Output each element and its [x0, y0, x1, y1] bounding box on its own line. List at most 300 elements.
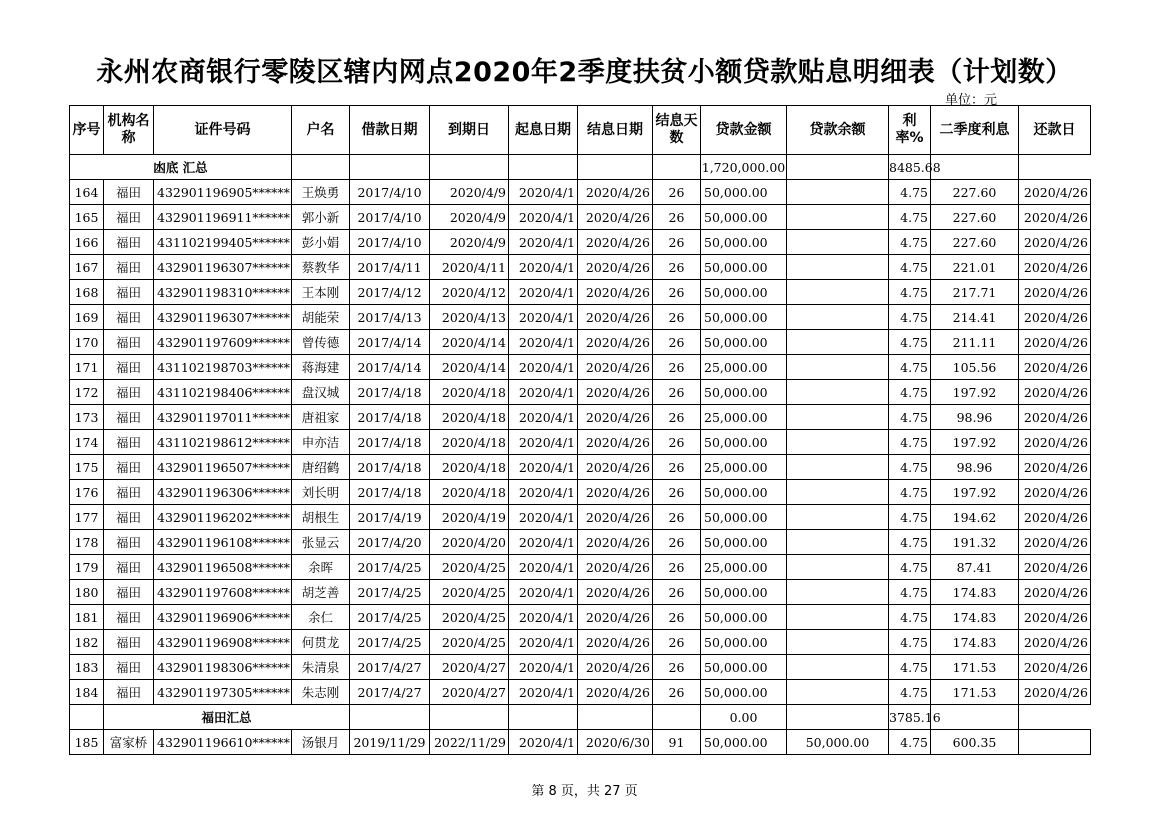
row-number: 169 — [70, 305, 104, 330]
customer-name: 唐绍鹤 — [292, 455, 350, 480]
row-number: 182 — [70, 630, 104, 655]
id-number: 432901196507****** — [154, 455, 292, 480]
repay-date: 2020/4/26 — [1019, 255, 1091, 280]
header-row — [70, 106, 1091, 155]
quarter-interest: 227.60 — [931, 205, 1019, 230]
due-date: 2020/4/27 — [430, 655, 509, 680]
interest-start-date: 2020/4/1 — [509, 380, 578, 405]
table-cell — [787, 705, 889, 730]
interest-end-date: 2020/4/26 — [578, 480, 653, 505]
interest-rate: 4.75 — [889, 305, 931, 330]
customer-name: 张显云 — [292, 530, 350, 555]
table-row — [70, 230, 1091, 255]
org-name: 福田 — [104, 205, 154, 230]
interest-days: 26 — [653, 255, 701, 280]
customer-name: 朱志刚 — [292, 680, 350, 705]
loan-date: 2017/4/25 — [350, 580, 430, 605]
interest-rate: 4.75 — [889, 205, 931, 230]
quarter-interest: 197.92 — [931, 430, 1019, 455]
interest-start-date: 2020/4/1 — [509, 730, 578, 755]
table-cell — [509, 155, 578, 180]
interest-start-date: 2020/4/1 — [509, 280, 578, 305]
row-number: 175 — [70, 455, 104, 480]
column-header: 贷款余额 — [787, 106, 889, 155]
table-cell — [350, 705, 430, 730]
interest-start-date: 2020/4/1 — [509, 430, 578, 455]
row-number: 180 — [70, 580, 104, 605]
row-number: 176 — [70, 480, 104, 505]
table-row — [70, 730, 1091, 755]
org-name: 福田 — [104, 580, 154, 605]
unit-label: 单位：元 — [945, 93, 998, 108]
column-header: 序号 — [70, 106, 104, 155]
customer-name: 郭小新 — [292, 205, 350, 230]
repay-date: 2020/4/26 — [1019, 305, 1091, 330]
customer-name: 余晖 — [292, 555, 350, 580]
row-number: 171 — [70, 355, 104, 380]
interest-end-date: 2020/4/26 — [578, 230, 653, 255]
table-cell — [931, 155, 1019, 180]
loan-balance — [787, 255, 889, 280]
interest-days: 26 — [653, 455, 701, 480]
loan-date: 2017/4/25 — [350, 630, 430, 655]
repay-date: 2020/4/26 — [1019, 605, 1091, 630]
interest-end-date: 2020/4/26 — [578, 205, 653, 230]
org-name: 福田 — [104, 555, 154, 580]
repay-date: 2020/4/26 — [1019, 530, 1091, 555]
id-number: 432901196906****** — [154, 605, 292, 630]
loan-balance — [787, 480, 889, 505]
quarter-interest: 197.92 — [931, 380, 1019, 405]
org-name: 福田 — [104, 305, 154, 330]
loan-amount: 50,000.00 — [701, 205, 787, 230]
interest-start-date: 2020/4/1 — [509, 630, 578, 655]
column-header: 利率% — [889, 106, 931, 155]
quarter-interest: 87.41 — [931, 555, 1019, 580]
repay-date: 2020/4/26 — [1019, 480, 1091, 505]
repay-date: 2020/4/26 — [1019, 505, 1091, 530]
org-name: 福田 — [104, 180, 154, 205]
interest-days: 26 — [653, 405, 701, 430]
customer-name: 蔡教华 — [292, 255, 350, 280]
interest-end-date: 2020/4/26 — [578, 680, 653, 705]
org-name: 福田 — [104, 455, 154, 480]
row-number: 183 — [70, 655, 104, 680]
loan-amount: 50,000.00 — [701, 505, 787, 530]
summary-balance: 0.00 — [701, 705, 787, 730]
interest-start-date: 2020/4/1 — [509, 330, 578, 355]
quarter-interest: 174.83 — [931, 605, 1019, 630]
id-number: 432901196307****** — [154, 305, 292, 330]
org-name: 福田 — [104, 655, 154, 680]
summary-balance: 1,720,000.00 — [701, 155, 787, 180]
loan-amount: 50,000.00 — [701, 380, 787, 405]
interest-end-date: 2020/6/30 — [578, 730, 653, 755]
due-date: 2020/4/27 — [430, 680, 509, 705]
loan-date: 2017/4/20 — [350, 530, 430, 555]
customer-name: 王焕勇 — [292, 180, 350, 205]
id-number: 432901196202****** — [154, 505, 292, 530]
repay-date: 2020/4/26 — [1019, 580, 1091, 605]
interest-days: 26 — [653, 480, 701, 505]
org-name: 福田 — [104, 430, 154, 455]
interest-start-date: 2020/4/1 — [509, 355, 578, 380]
row-number: 184 — [70, 680, 104, 705]
column-header: 机构名称 — [104, 106, 154, 155]
org-name: 福田 — [104, 505, 154, 530]
interest-end-date: 2020/4/26 — [578, 555, 653, 580]
interest-days: 26 — [653, 655, 701, 680]
table-cell — [430, 705, 509, 730]
column-header: 借款日期 — [350, 106, 430, 155]
table-row — [70, 505, 1091, 530]
id-number: 431102198612****** — [154, 430, 292, 455]
table-row — [70, 430, 1091, 455]
repay-date: 2020/4/26 — [1019, 380, 1091, 405]
interest-rate: 4.75 — [889, 330, 931, 355]
id-number: 431102199405****** — [154, 230, 292, 255]
loan-balance — [787, 430, 889, 455]
interest-start-date: 2020/4/1 — [509, 655, 578, 680]
repay-date: 2020/4/26 — [1019, 455, 1091, 480]
loan-date: 2017/4/18 — [350, 380, 430, 405]
customer-name: 王本刚 — [292, 280, 350, 305]
loan-amount: 50,000.00 — [701, 255, 787, 280]
interest-rate: 4.75 — [889, 430, 931, 455]
table-row — [70, 480, 1091, 505]
due-date: 2020/4/18 — [430, 480, 509, 505]
interest-rate: 4.75 — [889, 180, 931, 205]
interest-rate: 4.75 — [889, 405, 931, 430]
table-cell — [578, 705, 653, 730]
customer-name: 胡芝善 — [292, 580, 350, 605]
interest-rate: 4.75 — [889, 680, 931, 705]
repay-date: 2020/4/26 — [1019, 230, 1091, 255]
repay-date: 2020/4/26 — [1019, 330, 1091, 355]
loan-date: 2017/4/10 — [350, 205, 430, 230]
interest-rate: 4.75 — [889, 455, 931, 480]
loan-amount: 50,000.00 — [701, 655, 787, 680]
interest-start-date: 2020/4/1 — [509, 305, 578, 330]
loan-balance — [787, 455, 889, 480]
quarter-interest: 197.92 — [931, 480, 1019, 505]
due-date: 2020/4/19 — [430, 505, 509, 530]
interest-end-date: 2020/4/26 — [578, 355, 653, 380]
due-date: 2020/4/18 — [430, 380, 509, 405]
interest-days: 26 — [653, 380, 701, 405]
interest-rate: 4.75 — [889, 380, 931, 405]
table-cell — [578, 155, 653, 180]
quarter-interest: 214.41 — [931, 305, 1019, 330]
loan-amount: 50,000.00 — [701, 280, 787, 305]
due-date: 2020/4/14 — [430, 355, 509, 380]
id-number: 432901196905****** — [154, 180, 292, 205]
id-number: 432901198310****** — [154, 280, 292, 305]
customer-name: 胡根生 — [292, 505, 350, 530]
loan-date: 2017/4/12 — [350, 280, 430, 305]
repay-date: 2020/4/26 — [1019, 630, 1091, 655]
customer-name: 余仁 — [292, 605, 350, 630]
table-row — [70, 455, 1091, 480]
quarter-interest: 211.11 — [931, 330, 1019, 355]
interest-days: 26 — [653, 580, 701, 605]
loan-balance — [787, 655, 889, 680]
due-date: 2020/4/18 — [430, 430, 509, 455]
interest-start-date: 2020/4/1 — [509, 505, 578, 530]
repay-date: 2020/4/26 — [1019, 205, 1091, 230]
id-number: 432901197011****** — [154, 405, 292, 430]
page-title: 永州农商银行零陵区辖内网点2020年2季度扶贫小额贷款贴息明细表（计划数） — [96, 57, 1073, 88]
interest-days: 26 — [653, 355, 701, 380]
table-row — [70, 380, 1091, 405]
interest-start-date: 2020/4/1 — [509, 455, 578, 480]
interest-rate: 4.75 — [889, 605, 931, 630]
loan-date: 2017/4/25 — [350, 555, 430, 580]
interest-rate: 4.75 — [889, 580, 931, 605]
row-number: 179 — [70, 555, 104, 580]
row-number: 165 — [70, 205, 104, 230]
loan-balance — [787, 230, 889, 255]
interest-days: 26 — [653, 630, 701, 655]
summary-interest: 8485.68 — [889, 155, 931, 180]
quarter-interest: 191.32 — [931, 530, 1019, 555]
loan-balance — [787, 680, 889, 705]
loan-amount: 50,000.00 — [701, 480, 787, 505]
org-name: 福田 — [104, 405, 154, 430]
loan-balance — [787, 355, 889, 380]
due-date: 2020/4/9 — [430, 230, 509, 255]
table-row — [70, 255, 1091, 280]
interest-rate: 4.75 — [889, 630, 931, 655]
customer-name: 何贯龙 — [292, 630, 350, 655]
interest-end-date: 2020/4/26 — [578, 505, 653, 530]
interest-rate: 4.75 — [889, 505, 931, 530]
table-cell — [509, 705, 578, 730]
row-number: 166 — [70, 230, 104, 255]
loan-balance — [787, 180, 889, 205]
loan-balance — [787, 580, 889, 605]
interest-start-date: 2020/4/1 — [509, 605, 578, 630]
loan-date: 2017/4/14 — [350, 330, 430, 355]
due-date: 2020/4/25 — [430, 580, 509, 605]
org-name: 福田 — [104, 480, 154, 505]
org-name: 福田 — [104, 630, 154, 655]
table-row — [70, 680, 1091, 705]
row-number: 168 — [70, 280, 104, 305]
row-number: 174 — [70, 430, 104, 455]
org-name: 福田 — [104, 530, 154, 555]
table-row — [70, 630, 1091, 655]
quarter-interest: 174.83 — [931, 630, 1019, 655]
table-row — [70, 330, 1091, 355]
id-number: 432901196306****** — [154, 480, 292, 505]
table-row — [70, 580, 1091, 605]
org-name: 福田 — [104, 330, 154, 355]
interest-start-date: 2020/4/1 — [509, 580, 578, 605]
interest-days: 26 — [653, 430, 701, 455]
repay-date: 2020/4/26 — [1019, 280, 1091, 305]
id-number: 432901196911****** — [154, 205, 292, 230]
id-number: 431102198703****** — [154, 355, 292, 380]
org-name: 富家桥 — [104, 730, 154, 755]
quarter-interest: 171.53 — [931, 655, 1019, 680]
interest-start-date: 2020/4/1 — [509, 205, 578, 230]
due-date: 2020/4/14 — [430, 330, 509, 355]
loan-date: 2017/4/14 — [350, 355, 430, 380]
customer-name: 胡能荣 — [292, 305, 350, 330]
loan-balance — [787, 530, 889, 555]
loan-date: 2017/4/27 — [350, 655, 430, 680]
interest-end-date: 2020/4/26 — [578, 655, 653, 680]
loan-amount: 50,000.00 — [701, 530, 787, 555]
loan-balance — [787, 205, 889, 230]
interest-rate: 4.75 — [889, 355, 931, 380]
interest-start-date: 2020/4/1 — [509, 405, 578, 430]
loan-amount: 50,000.00 — [701, 630, 787, 655]
table-row — [70, 655, 1091, 680]
customer-name: 朱清泉 — [292, 655, 350, 680]
loan-balance — [787, 330, 889, 355]
interest-days: 26 — [653, 230, 701, 255]
customer-name: 曾传德 — [292, 330, 350, 355]
interest-start-date: 2020/4/1 — [509, 480, 578, 505]
interest-rate: 4.75 — [889, 480, 931, 505]
loan-date: 2017/4/18 — [350, 480, 430, 505]
customer-name: 刘长明 — [292, 480, 350, 505]
customer-name: 彭小娟 — [292, 230, 350, 255]
loan-balance — [787, 380, 889, 405]
interest-rate: 4.75 — [889, 255, 931, 280]
id-number: 432901197609****** — [154, 330, 292, 355]
quarter-interest: 221.01 — [931, 255, 1019, 280]
interest-rate: 4.75 — [889, 730, 931, 755]
table-cell — [70, 705, 104, 730]
id-number: 432901196908****** — [154, 630, 292, 655]
customer-name: 唐祖家 — [292, 405, 350, 430]
org-name: 福田 — [104, 230, 154, 255]
table-row — [70, 280, 1091, 305]
summary-row — [70, 705, 1091, 730]
loan-amount: 50,000.00 — [701, 230, 787, 255]
summary-interest: 3785.16 — [889, 705, 931, 730]
quarter-interest: 171.53 — [931, 680, 1019, 705]
due-date: 2020/4/18 — [430, 405, 509, 430]
loan-balance — [787, 555, 889, 580]
id-number: 432901197305****** — [154, 680, 292, 705]
due-date: 2020/4/25 — [430, 555, 509, 580]
repay-date: 2020/4/26 — [1019, 655, 1091, 680]
row-number: 177 — [70, 505, 104, 530]
id-number: 432901196307****** — [154, 255, 292, 280]
quarter-interest: 98.96 — [931, 455, 1019, 480]
table-row — [70, 405, 1091, 430]
column-header: 贷款金额 — [701, 106, 787, 155]
interest-start-date: 2020/4/1 — [509, 230, 578, 255]
page-footer: 第 8 页，共 27 页 — [531, 784, 638, 799]
row-number: 167 — [70, 255, 104, 280]
interest-end-date: 2020/4/26 — [578, 530, 653, 555]
interest-end-date: 2020/4/26 — [578, 455, 653, 480]
loan-date: 2017/4/11 — [350, 255, 430, 280]
due-date: 2020/4/25 — [430, 630, 509, 655]
quarter-interest: 600.35 — [931, 730, 1019, 755]
interest-days: 26 — [653, 330, 701, 355]
org-name: 福田 — [104, 380, 154, 405]
interest-days: 26 — [653, 680, 701, 705]
interest-end-date: 2020/4/26 — [578, 580, 653, 605]
loan-amount: 50,000.00 — [701, 305, 787, 330]
due-date: 2020/4/9 — [430, 180, 509, 205]
interest-start-date: 2020/4/1 — [509, 180, 578, 205]
loan-date: 2017/4/13 — [350, 305, 430, 330]
org-name: 福田 — [104, 280, 154, 305]
interest-days: 26 — [653, 280, 701, 305]
id-number: 432901196610****** — [154, 730, 292, 755]
table-cell — [350, 155, 430, 180]
interest-days: 26 — [653, 605, 701, 630]
quarter-interest: 174.83 — [931, 580, 1019, 605]
customer-name: 蒋海建 — [292, 355, 350, 380]
loan-amount: 50,000.00 — [701, 730, 787, 755]
table-cell — [292, 155, 350, 180]
summary-label: 福田汇总 — [104, 705, 350, 730]
loan-amount: 50,000.00 — [701, 330, 787, 355]
loan-balance — [787, 280, 889, 305]
interest-end-date: 2020/4/26 — [578, 180, 653, 205]
quarter-interest: 194.62 — [931, 505, 1019, 530]
org-name: 福田 — [104, 255, 154, 280]
interest-days: 26 — [653, 505, 701, 530]
table-cell — [787, 155, 889, 180]
loan-balance — [787, 605, 889, 630]
repay-date: 2020/4/26 — [1019, 680, 1091, 705]
repay-date: 2020/4/26 — [1019, 430, 1091, 455]
interest-end-date: 2020/4/26 — [578, 330, 653, 355]
table-row — [70, 305, 1091, 330]
table-row — [70, 605, 1091, 630]
column-header: 结息天数 — [653, 106, 701, 155]
table-row — [70, 555, 1091, 580]
id-number: 431102198406****** — [154, 380, 292, 405]
interest-days: 91 — [653, 730, 701, 755]
customer-name: 盘汉城 — [292, 380, 350, 405]
row-number: 181 — [70, 605, 104, 630]
quarter-interest: 227.60 — [931, 230, 1019, 255]
interest-rate: 4.75 — [889, 280, 931, 305]
quarter-interest: 105.56 — [931, 355, 1019, 380]
row-number: 173 — [70, 405, 104, 430]
interest-days: 26 — [653, 555, 701, 580]
id-number: 432901196108****** — [154, 530, 292, 555]
loan-date: 2017/4/25 — [350, 605, 430, 630]
repay-date: 2020/4/26 — [1019, 405, 1091, 430]
table-cell — [653, 705, 701, 730]
loan-interest-table — [69, 105, 1091, 755]
loan-amount: 50,000.00 — [701, 580, 787, 605]
loan-amount: 25,000.00 — [701, 405, 787, 430]
quarter-interest: 227.60 — [931, 180, 1019, 205]
id-number: 432901196508****** — [154, 555, 292, 580]
loan-amount: 25,000.00 — [701, 555, 787, 580]
table-cell — [653, 155, 701, 180]
interest-start-date: 2020/4/1 — [509, 680, 578, 705]
interest-rate: 4.75 — [889, 555, 931, 580]
loan-amount: 50,000.00 — [701, 430, 787, 455]
interest-start-date: 2020/4/1 — [509, 555, 578, 580]
org-name: 福田 — [104, 680, 154, 705]
due-date: 2020/4/11 — [430, 255, 509, 280]
loan-balance — [787, 405, 889, 430]
